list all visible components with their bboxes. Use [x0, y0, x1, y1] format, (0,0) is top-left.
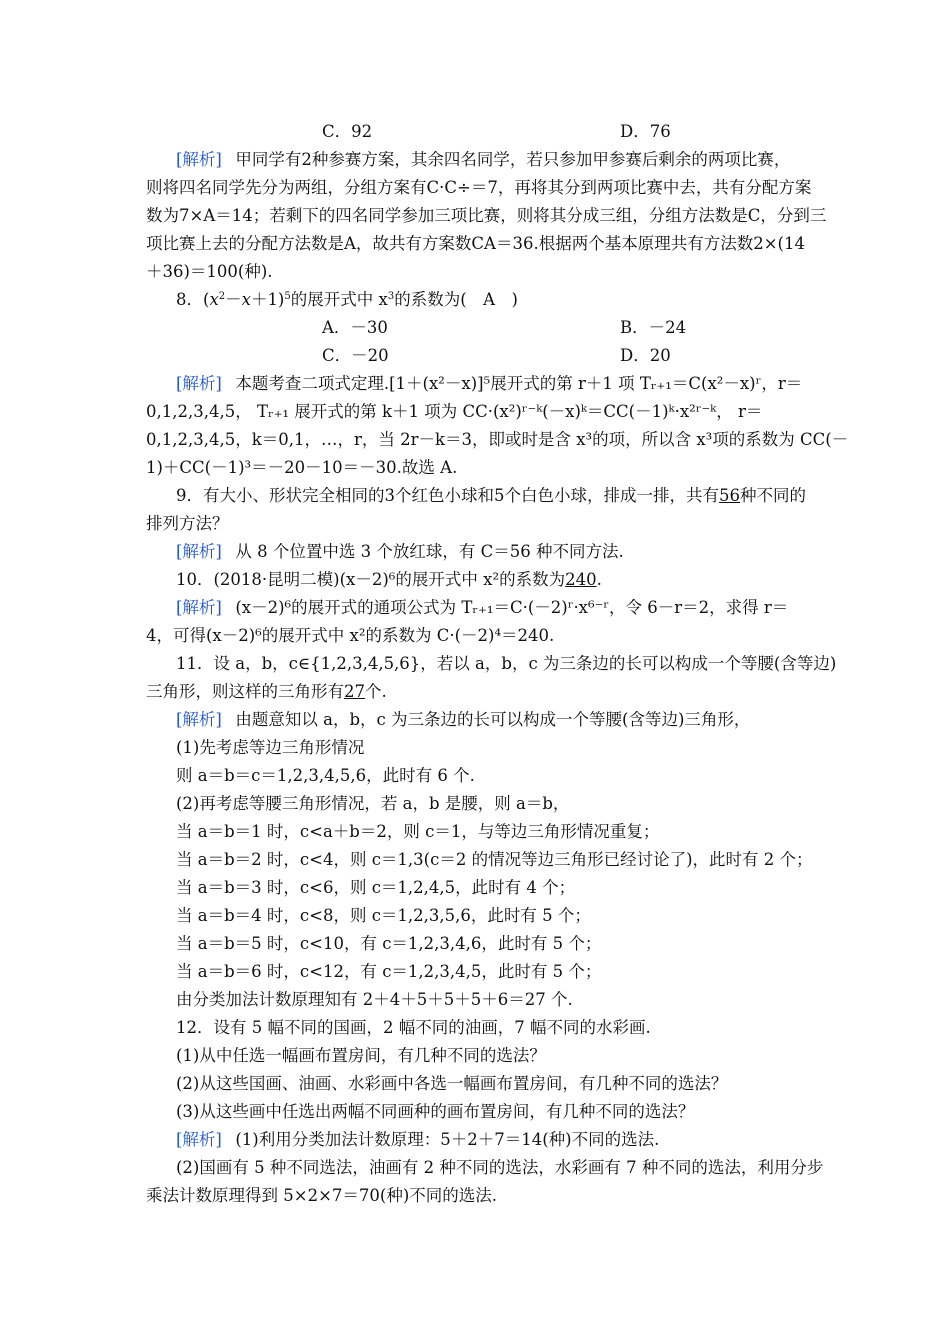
q8-solution-line: [解析] 本题考查二项式定理.[1＋(x²－x)]⁵展开式的第 r＋1 项 Tᵣ₊₁＝C(x²－x)ʳ，r＝: [176, 374, 803, 393]
q11-answer: 27: [344, 682, 365, 701]
q10-stem: 10．(2018·昆明二模)(x－2)⁶的展开式中 x²的系数为240.: [176, 570, 602, 589]
q11-step: 则 a＝b＝c＝1,2,3,4,5,6，此时有 6 个.: [176, 766, 475, 785]
q11-step: 当 a＝b＝2 时，c<4，则 c＝1,3(c＝2 的情况等边三角形已经讨论了)，此时有 2 个；: [176, 850, 813, 869]
q12-solution-line: [解析] (1)利用分类加法计数原理：5＋2＋7＝14(种)不同的选法.: [176, 1130, 660, 1149]
solution-tag: [解析]: [176, 1130, 222, 1149]
q12-solution-line: 乘法计数原理得到 5×2×7＝70(种)不同的选法.: [146, 1186, 498, 1205]
q10-answer: 240: [565, 570, 597, 589]
q8-stem: 8．$(x^2-x+1)^5$的展开式中 $x^3$的系数为( A ): [176, 290, 518, 309]
q12-stem: 12．设有 5 幅不同的国画，2 幅不同的油画，7 幅不同的水彩画.: [176, 1018, 651, 1037]
q11-step: 当 a＝b＝4 时，c<8，则 c＝1,2,3,5,6，此时有 5 个；: [176, 906, 591, 925]
q8-option-b: B．－24: [620, 318, 687, 337]
q11-stem: 11．设 a，b，c∈{1,2,3,4,5,6}，若以 a，b，c 为三条边的长可以构成一个等腰(含等边): [176, 654, 837, 673]
q10-solution-line: 4，可得(x－2)⁶的展开式中 x²的系数为 C·(－2)⁴＝240.: [146, 626, 555, 645]
q7-option-c: C．92: [322, 122, 373, 141]
q11-step: 当 a＝b＝3 时，c<6，则 c＝1,2,4,5，此时有 4 个；: [176, 878, 576, 897]
q8-solution-line: 0,1,2,3,4,5， Tᵣ₊₁ 展开式的第 k＋1 项为 CC·(x²)ʳ⁻ᵏ(－x)ᵏ＝CC(－1)ᵏ·x²ʳ⁻ᵏ， r＝: [146, 402, 763, 421]
solution-tag: [解析]: [176, 598, 222, 617]
solution-tag: [解析]: [176, 374, 222, 393]
q8-option-a: A．－30: [322, 318, 388, 337]
q11-step: (2)再考虑等腰三角形情况，若 a，b 是腰，则 a＝b，: [176, 794, 570, 813]
q7-solution-line: 则将四名同学先分为两组，分组方案有C·C÷＝7，再将其分到两项比赛中去，共有分配方案: [146, 178, 812, 197]
q9-solution-line: [解析] 从 8 个位置中选 3 个放红球，有 C＝56 种不同方法.: [176, 542, 624, 561]
q7-solution-line: 数为7×A＝14；若剩下的四名同学参加三项比赛，则将其分成三组，分组方法数是C，分到三: [146, 206, 827, 225]
q7-solution-line: ＋36)＝100(种).: [146, 262, 273, 281]
q8-option-d: D．20: [620, 346, 671, 365]
q9-answer: 56: [719, 486, 740, 505]
q11-step: 由分类加法计数原理知有 2＋4＋5＋5＋5＋6＝27 个.: [176, 990, 573, 1009]
q8-option-c: C．－20: [322, 346, 389, 365]
q8-solution-line: 0,1,2,3,4,5，k＝0,1，…，r，当 2r－k＝3，即或时是含 x³的项，所以含 x³项的系数为 CC(－: [146, 430, 849, 449]
q11-stem-line-2: 三角形，则这样的三角形有27个.: [146, 682, 387, 701]
q9-stem-line-2: 排列方法？: [146, 514, 229, 533]
solution-tag: [解析]: [176, 150, 222, 169]
solution-tag: [解析]: [176, 542, 222, 561]
q7-option-d: D．76: [620, 122, 671, 141]
q7-solution-line: 项比赛上去的分配方法数是A，故共有方案数CA＝36.根据两个基本原理共有方法数2×(14: [146, 234, 805, 253]
q12-part-3: (3)从这些画中任选出两幅不同画种的画布置房间，有几种不同的选法？: [176, 1102, 695, 1121]
q11-step: 当 a＝b＝5 时，c<10，有 c＝1,2,3,4,6，此时有 5 个；: [176, 934, 602, 953]
q8-solution-line: 1)＋CC(－1)³＝－20－10＝－30.故选 A.: [146, 458, 458, 477]
q7-solution-text: 甲同学有2种参赛方案，其余四名同学，若只参加甲参赛后剩余的两项比赛，: [235, 150, 791, 169]
q10-solution-line: [解析] (x－2)⁶的展开式的通项公式为 Tᵣ₊₁＝C·(－2)ʳ·x⁶⁻ʳ，令 6－r＝2，求得 r＝: [176, 598, 789, 617]
q12-solution-line: (2)国画有 5 种不同选法，油画有 2 种不同的选法，水彩画有 7 种不同的选法，利用分步: [176, 1158, 824, 1177]
q11-step: (1)先考虑等边三角形情况: [176, 738, 365, 757]
q7-solution-line: [176, 150, 852, 170]
q11-step: 当 a＝b＝1 时，c<a＋b＝2，则 c＝1，与等边三角形情况重复；: [176, 822, 660, 841]
solution-tag: [解析]: [176, 710, 222, 729]
q11-step: 当 a＝b＝6 时，c<12，有 c＝1,2,3,4,5，此时有 5 个；: [176, 962, 602, 981]
q12-part-1: (1)从中任选一幅画布置房间，有几种不同的选法？: [176, 1046, 546, 1065]
q12-part-2: (2)从这些国画、油画、水彩画中各选一幅画布置房间，有几种不同的选法？: [176, 1074, 728, 1093]
q9-stem: 9．有大小、形状完全相同的3个红色小球和5个白色小球，排成一排，共有56种不同的: [176, 486, 806, 505]
q11-solution-line: [解析] 由题意知以 a，b，c 为三条边的长可以构成一个等腰(含等边)三角形，: [176, 710, 751, 729]
